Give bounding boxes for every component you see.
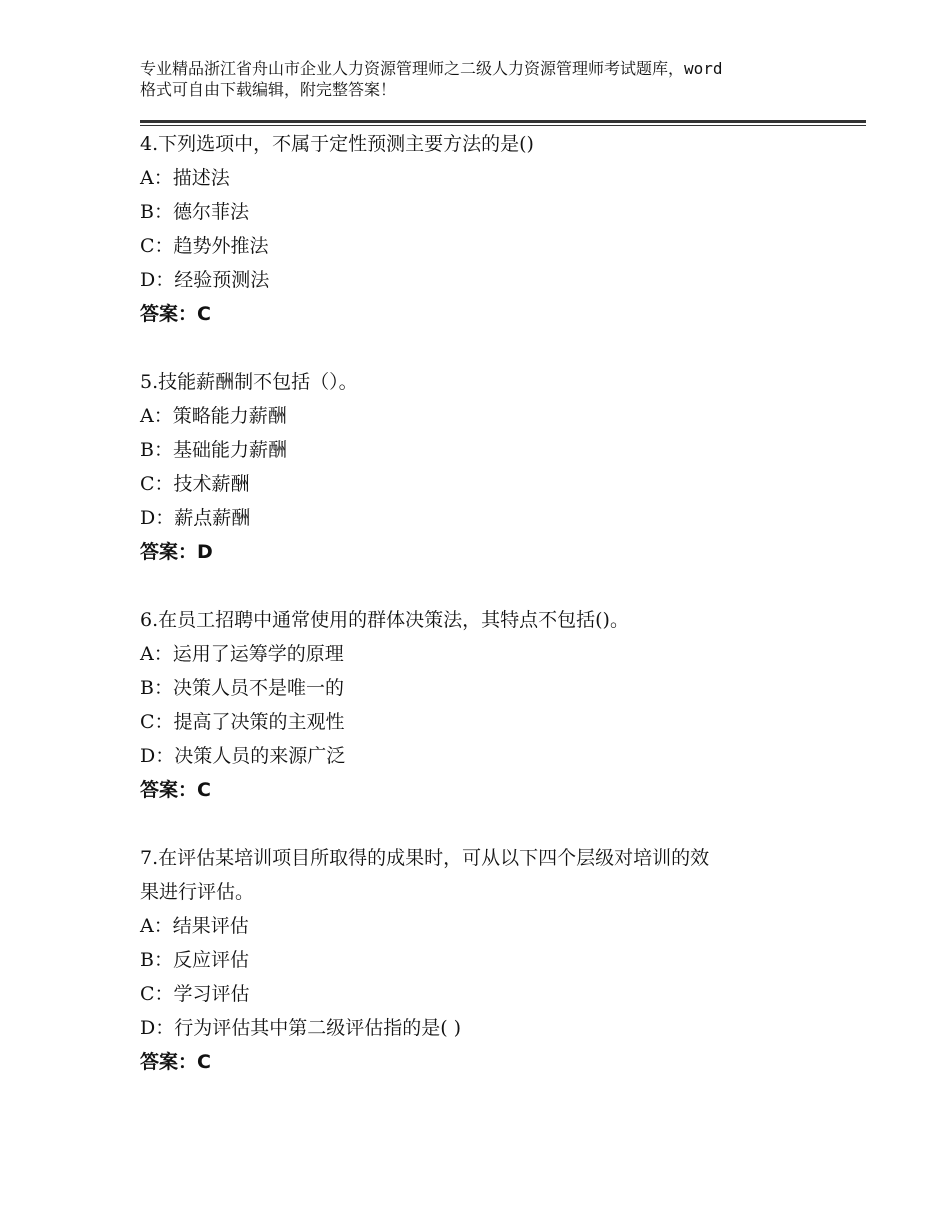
option-d: D：行为评估其中第二级评估指的是( ) (140, 1017, 462, 1039)
option-a: A：策略能力薪酬 (140, 405, 287, 427)
option-b: B：基础能力薪酬 (140, 439, 287, 461)
question-list (140, 127, 840, 1113)
header-line-2: 格式可自由下载编辑，附完整答案！ (140, 80, 397, 99)
question-stem: 4.下列选项中，不属于定性预测主要方法的是() (140, 133, 534, 155)
option-d: D：决策人员的来源广泛 (140, 745, 346, 767)
question-stem: 7.在评估某培训项目所取得的成果时，可从以下四个层级对培训的效 (140, 847, 710, 869)
question-stem-continued: 果进行评估。 (140, 881, 255, 903)
option-b: B：决策人员不是唯一的 (140, 677, 344, 699)
option-c: C：技术薪酬 (140, 473, 250, 495)
answer: 答案：C (140, 779, 211, 801)
option-c: C：学习评估 (140, 983, 250, 1005)
header-divider-thick (140, 120, 866, 123)
question-stem: 6.在员工招聘中通常使用的群体决策法，其特点不包括()。 (140, 609, 629, 631)
option-d: D：薪点薪酬 (140, 507, 251, 529)
answer: 答案：D (140, 541, 213, 563)
question-6 (140, 603, 840, 807)
option-d: D：经验预测法 (140, 269, 270, 291)
option-c: C：提高了决策的主观性 (140, 711, 345, 733)
option-b: B：反应评估 (140, 949, 249, 971)
answer: 答案：C (140, 1051, 211, 1073)
question-7 (140, 841, 840, 1079)
option-a: A：运用了运筹学的原理 (140, 643, 344, 665)
option-a: A：描述法 (140, 167, 230, 189)
document-header (140, 58, 840, 100)
question-5 (140, 365, 840, 569)
option-b: B：德尔菲法 (140, 201, 249, 223)
answer: 答案：C (140, 303, 211, 325)
question-4 (140, 127, 840, 331)
header-divider-thin (140, 125, 866, 126)
option-a: A：结果评估 (140, 915, 249, 937)
option-c: C：趋势外推法 (140, 235, 269, 257)
question-stem: 5.技能薪酬制不包括（）。 (140, 371, 358, 393)
header-line-1: 专业精品浙江省舟山市企业人力资源管理师之二级人力资源管理师考试题库，word (140, 59, 723, 78)
